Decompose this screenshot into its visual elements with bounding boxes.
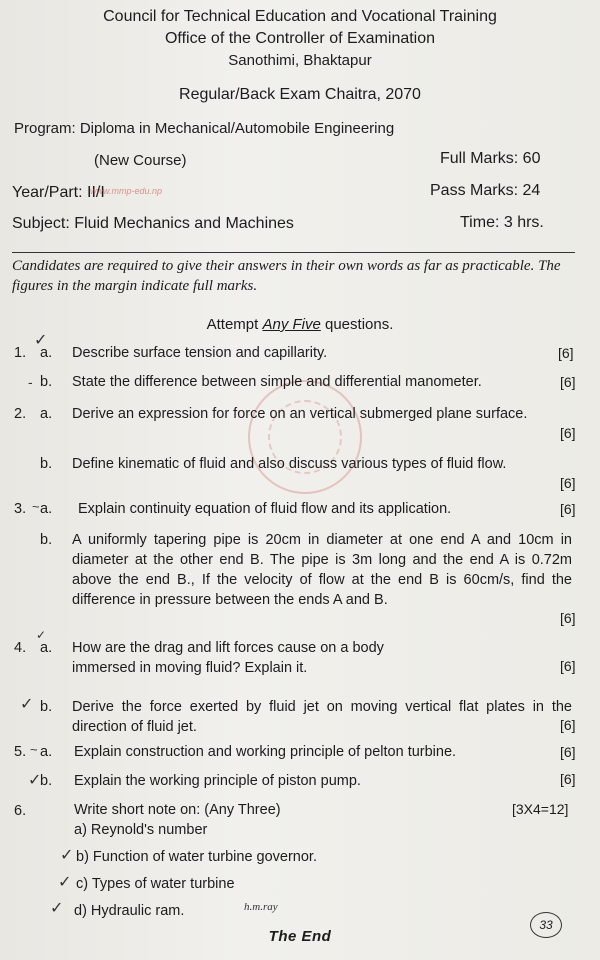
website-watermark: www.mmp-edu.np	[90, 186, 163, 196]
q1b-marks: [6]	[560, 374, 576, 390]
program-line: Program: Diploma in Mechanical/Automobile Engineering	[14, 120, 395, 137]
q2a-text: Derive an expression for force on an vertical submerged plane surface.	[72, 406, 528, 422]
q5a-label: a.	[40, 744, 53, 760]
q3b-label: b.	[40, 532, 53, 548]
q4b-marks: [6]	[560, 717, 576, 733]
q2b-text: Define kinematic of fluid and also discuss various types of fluid flow.	[72, 456, 507, 472]
q5b-text: Explain the working principle of piston pump.	[74, 773, 361, 789]
place-heading: Sanothimi, Bhaktapur	[228, 52, 372, 69]
tick-mark-icon: ✓	[28, 772, 42, 789]
q4b-text: Derive the force exerted by fluid jet on moving vertical flat plates in the direction of fluid jet.	[72, 699, 572, 735]
dash-mark-icon: ~	[32, 499, 40, 514]
q3a-label: a.	[40, 501, 53, 517]
q1b-text: State the difference between simple and differential manometer.	[72, 374, 482, 390]
q3-number: 3.	[14, 501, 27, 517]
q3b-text: A uniformly tapering pipe is 20cm in diameter at one end A and 10cm in diameter at the other end B. The pipe is 3m long and the end A is 0.72m above the end B., If the velocity of flow at the end B is 60cm/s, find the difference in pressure between the ends A and B.	[72, 532, 572, 608]
handwritten-note: h.m.ray	[244, 901, 278, 913]
header-divider	[12, 252, 575, 253]
course-label: (New Course)	[94, 152, 187, 169]
q4a-line2: immersed in moving fluid? Explain it.	[72, 660, 308, 676]
pass-marks: Pass Marks: 24	[430, 182, 541, 199]
q1a-text: Describe surface tension and capillarity.	[72, 345, 328, 361]
tick-mark-icon: ✓	[58, 874, 72, 891]
q1a-label: a.	[40, 345, 53, 361]
office-heading: Office of the Controller of Examination	[164, 30, 436, 47]
tick-mark-icon: ✓	[50, 900, 64, 917]
q3a-text: Explain continuity equation of fluid flow and its application.	[78, 501, 452, 517]
q6-text: Write short note on: (Any Three)	[74, 802, 281, 818]
q4a-label: a.	[40, 640, 53, 656]
q1-number: 1.	[14, 345, 27, 361]
q5-number: 5.	[14, 744, 27, 760]
time-limit: Time: 3 hrs.	[460, 214, 544, 231]
exam-title: Regular/Back Exam Chaitra, 2070	[179, 86, 421, 103]
q5b-label: b.	[40, 773, 53, 789]
q1b-label: b.	[40, 374, 53, 390]
q2a-label: a.	[40, 406, 53, 422]
q4a-marks: [6]	[560, 658, 576, 674]
q4a-line1: How are the drag and lift forces cause on a body	[72, 640, 384, 656]
page-number-circle: 33	[530, 912, 562, 938]
end-marker: The End	[268, 928, 332, 945]
q6-number: 6.	[14, 803, 27, 819]
q6-marks: [3X4=12]	[512, 801, 569, 817]
full-marks: Full Marks: 60	[440, 150, 541, 167]
q2b-marks: [6]	[560, 475, 576, 491]
q3b-marks: [6]	[560, 610, 576, 626]
q6-item: a) Reynold's number	[74, 822, 208, 838]
q6-item: c) Types of water turbine	[76, 876, 235, 892]
tick-mark-icon: ✓	[36, 628, 47, 642]
attempt-line: Attempt Any Five questions.	[206, 316, 394, 333]
q6-item: d) Hydraulic ram.	[74, 903, 185, 919]
q5a-marks: [6]	[560, 744, 576, 760]
q6-item: b) Function of water turbine governor.	[76, 849, 317, 865]
instructions: Candidates are required to give their answers in their own words as far as practicable. The figures in the margin indicate full marks.	[12, 258, 561, 294]
subject-line: Subject: Fluid Mechanics and Machines	[12, 215, 294, 232]
q4b-label: b.	[40, 699, 53, 715]
council-heading: Council for Technical Education and Vocational Training	[103, 8, 497, 25]
q2a-marks: [6]	[560, 425, 576, 441]
tick-mark-icon: ✓	[34, 332, 48, 349]
year-part: Year/Part: II/I	[12, 184, 105, 201]
q5b-marks: [6]	[560, 771, 576, 787]
q5a-text: Explain construction and working principle of pelton turbine.	[74, 744, 457, 760]
q1a-marks: [6]	[558, 345, 574, 361]
dash-mark-icon: ~	[30, 742, 38, 757]
q4-number: 4.	[14, 640, 27, 656]
tick-mark-icon: ✓	[20, 696, 34, 713]
q3a-marks: [6]	[560, 501, 576, 517]
q2b-label: b.	[40, 456, 53, 472]
dash-mark-icon: -	[28, 374, 33, 390]
q2-number: 2.	[14, 406, 27, 422]
tick-mark-icon: ✓	[60, 847, 74, 864]
